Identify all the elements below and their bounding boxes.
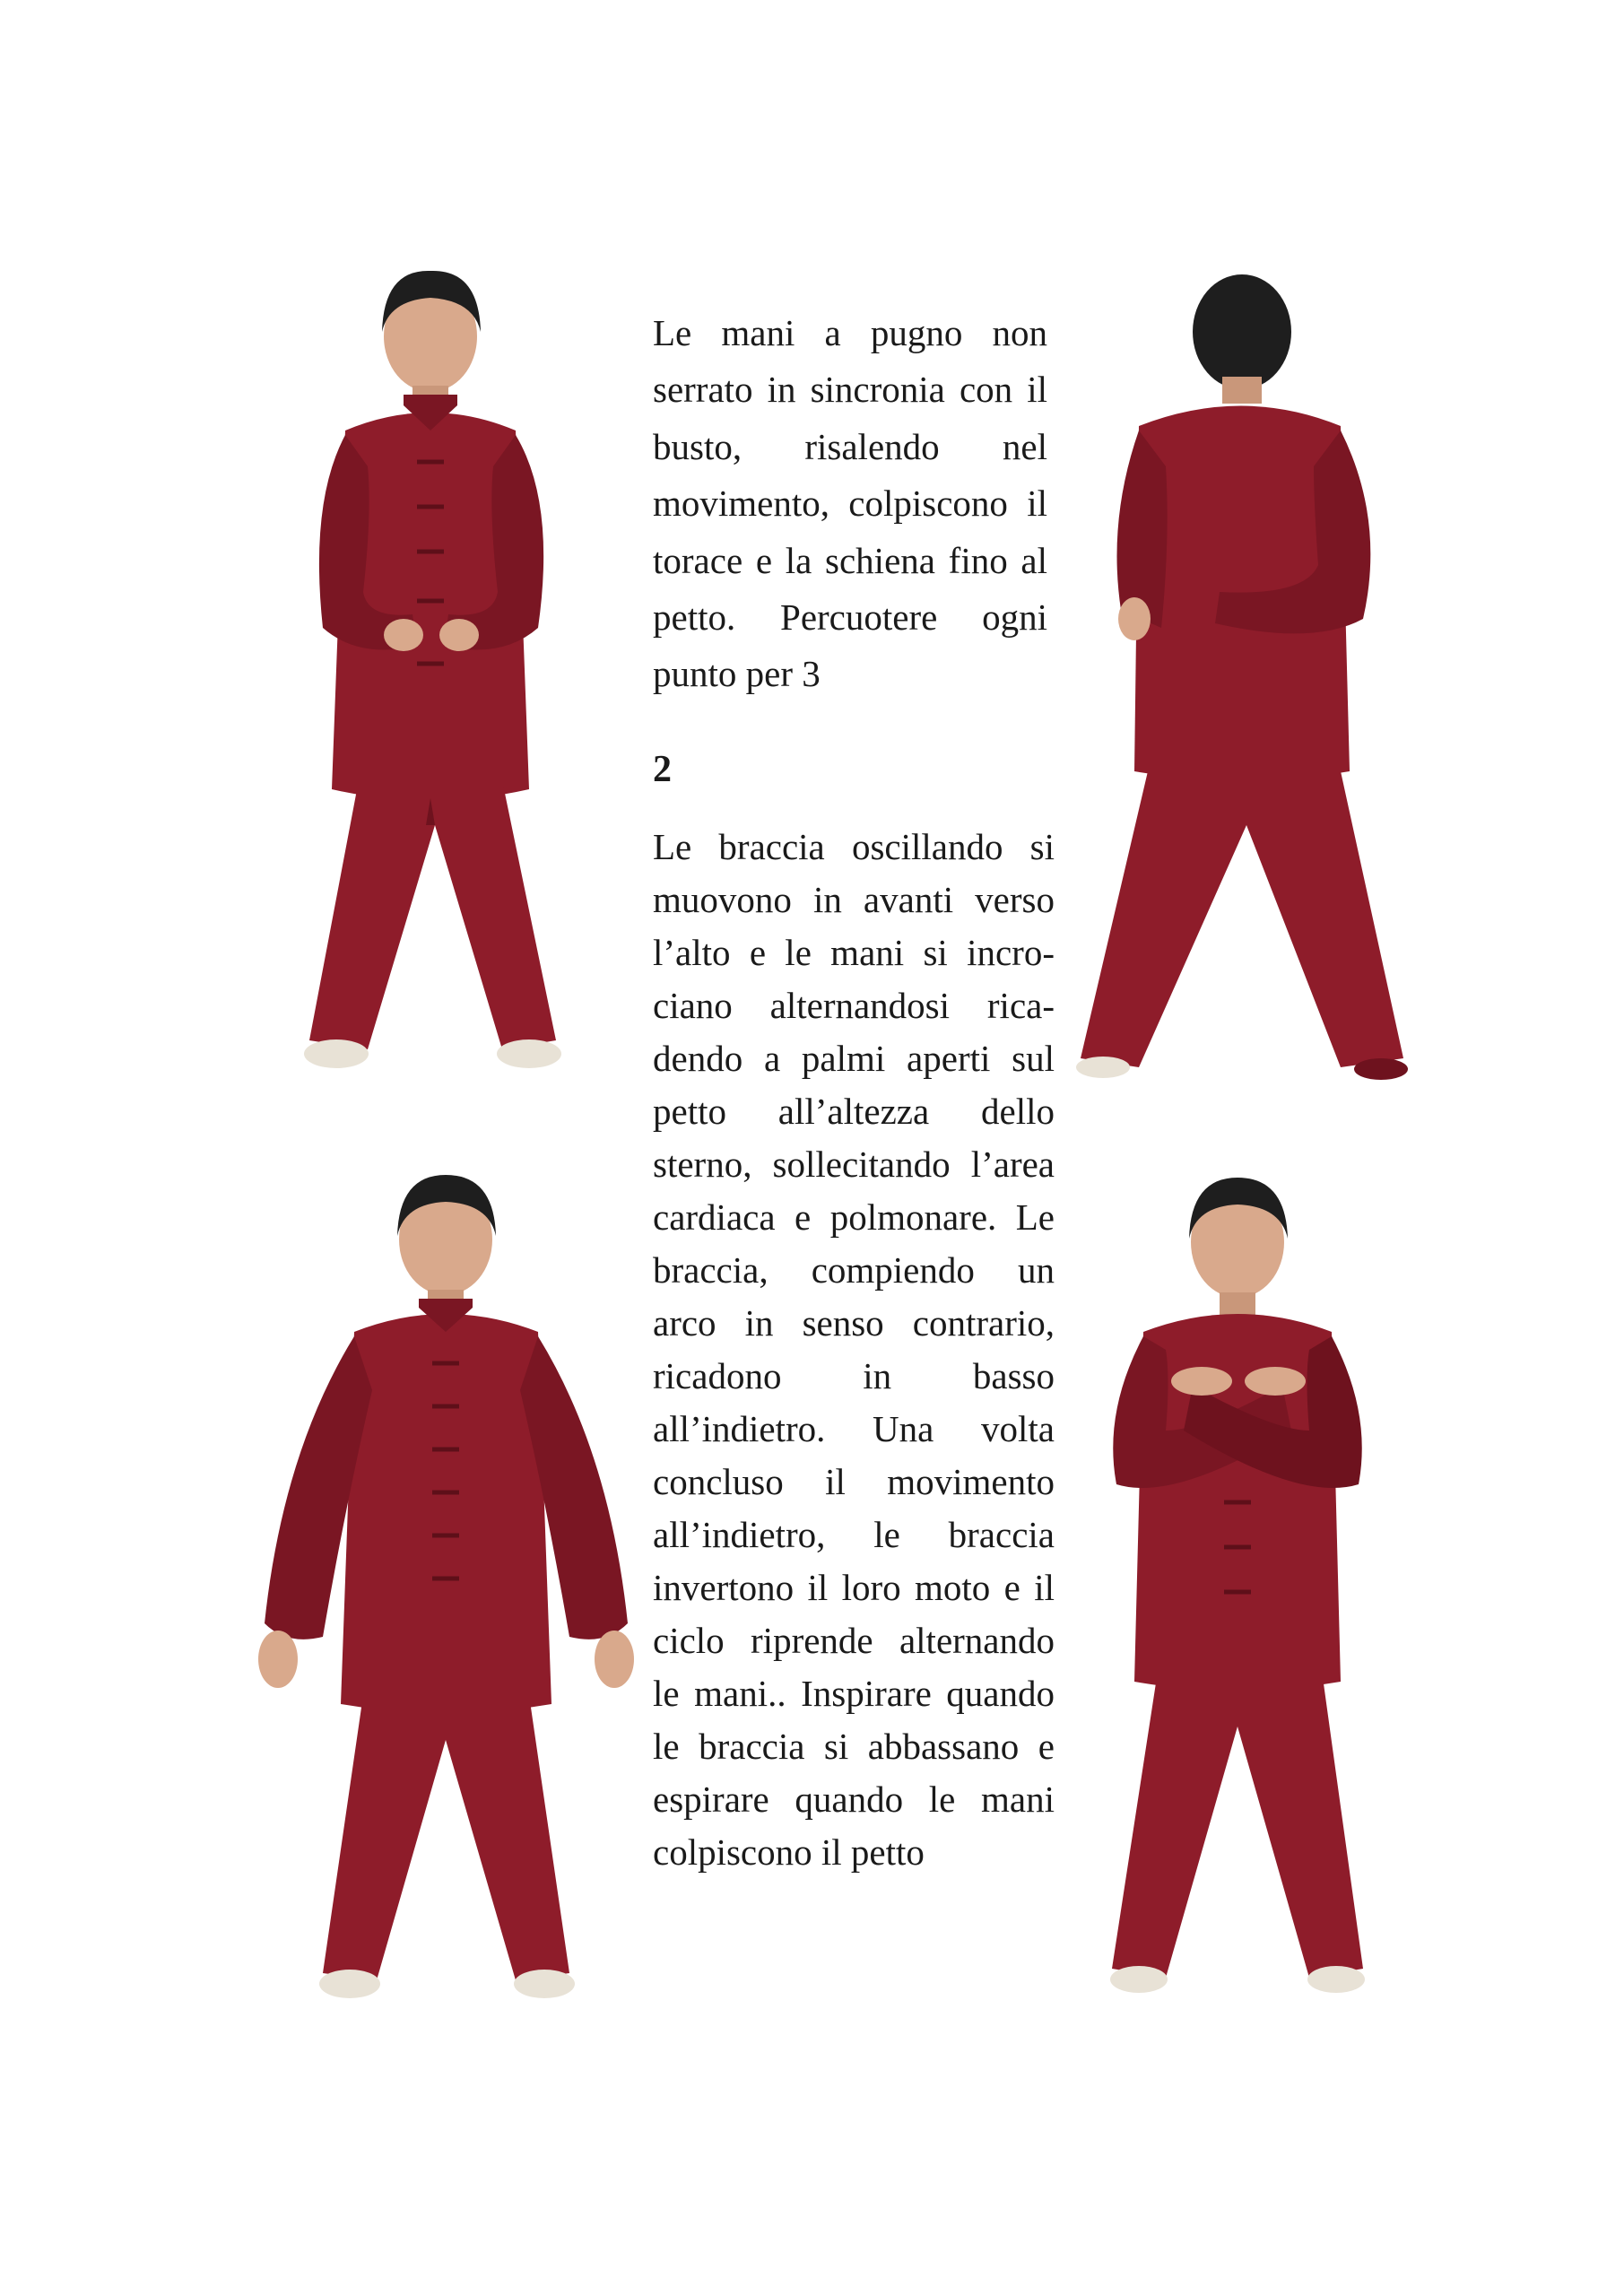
step-number: 2 (653, 749, 672, 790)
photo-front-fists-at-waist (260, 251, 601, 1112)
man-front-view-illustration (260, 251, 601, 1112)
photo-back-view-hands-behind (1054, 251, 1412, 1112)
photo-front-hands-crossed-chest (1067, 1161, 1408, 2022)
man-arms-down-illustration (247, 1157, 641, 2018)
instruction-paragraph-2: Le braccia oscillando si muovono in avanti verso l’alto e le mani si incrociano alternandosi ricadendo a palmi aperti sul petto all’altezza dello sterno, sollecitando l’area cardiaca e polmonare. Le braccia, compiendo un arco in senso contrario, ricadono in basso all’indietro. Una volta concluso il movimento all’indietro, le braccia invertono il loro moto e il ciclo riprende alternando le mani.. Inspirare quando le braccia si abbassano e espirare quando le mani colpiscono il petto (653, 826, 1055, 1873)
man-hands-crossed-illustration (1067, 1161, 1408, 2022)
man-back-view-illustration (1054, 251, 1412, 1112)
instruction-paragraph-1: Le mani a pugno non serrato in sincronia con il busto, risalendo nel movimento, colpiscono il torace e la schiena fino al petto. Percuotere ogni punto per 3 (653, 312, 1047, 695)
photo-front-arms-down-palms-open (247, 1157, 641, 2018)
